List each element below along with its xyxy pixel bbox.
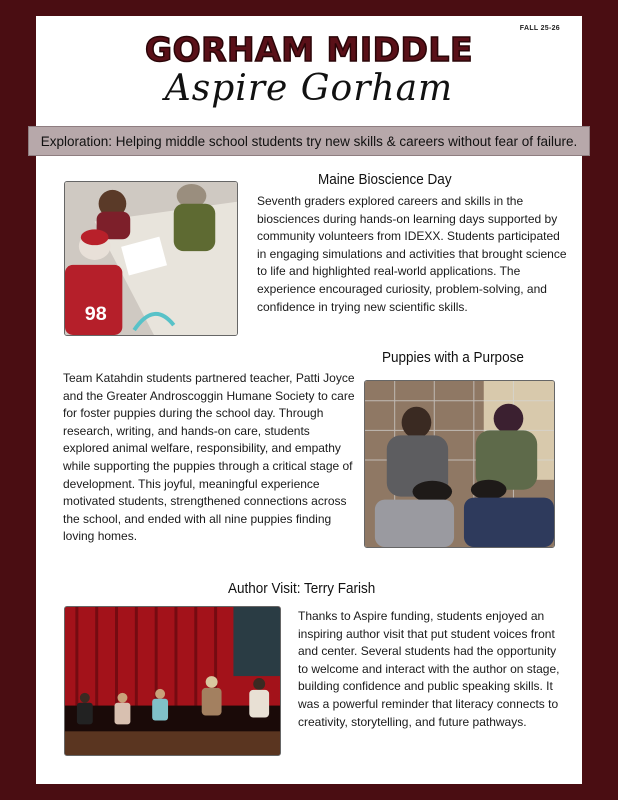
bioscience-photo: [64, 181, 238, 336]
article-heading-puppies: Puppies with a Purpose: [382, 349, 524, 366]
article-body-bioscience: Seventh graders explored careers and skills in the biosciences during hands-on learning days supported by community volunteers from IDEXX. Students participated in engaging simulations and activities that brought science to life and highlighted real-world applications. The experience encouraged curiosity, problem-solving, and confidence in trying new scientific skills.: [257, 194, 567, 314]
article-body-puppies: Team Katahdin students partnered teacher, Patti Joyce and the Greater Androscoggin Humane Society to care for foster puppies during the school day. Through research, writing, and hands-on care, students explored animal welfare, responsibility, and empathy while supporting the puppies through a critical stage of development. This joyful, meaningful experience motivated students, strengthened connections across the school, and ended with all nine puppies finding loving homes.: [63, 371, 355, 544]
school-name-title: GORHAM MIDDLE: [144, 30, 473, 69]
edition-label: FALL 25-26: [519, 25, 560, 32]
puppies-photo: [364, 380, 555, 548]
newsletter-page: [36, 16, 582, 784]
article-body-author-visit: Thanks to Aspire funding, students enjoyed an inspiring author visit that put student voices front and center. Several students had the opportunity to welcome and interact with the author on stage, building confidence and public speaking skills. It was a powerful reminder that literacy connects to creativity, storytelling, and future pathways.: [298, 609, 560, 729]
author-visit-photo: [64, 606, 281, 756]
jersey-number: 98: [84, 303, 107, 326]
article-heading-bioscience: Maine Bioscience Day: [318, 171, 452, 188]
article-heading-author-visit: Author Visit: Terry Farish: [228, 580, 376, 597]
theme-banner: Exploration: Helping middle school students try new skills & careers without fear of failure.: [28, 126, 590, 156]
program-name-script: Aspire Gorham: [164, 68, 454, 109]
